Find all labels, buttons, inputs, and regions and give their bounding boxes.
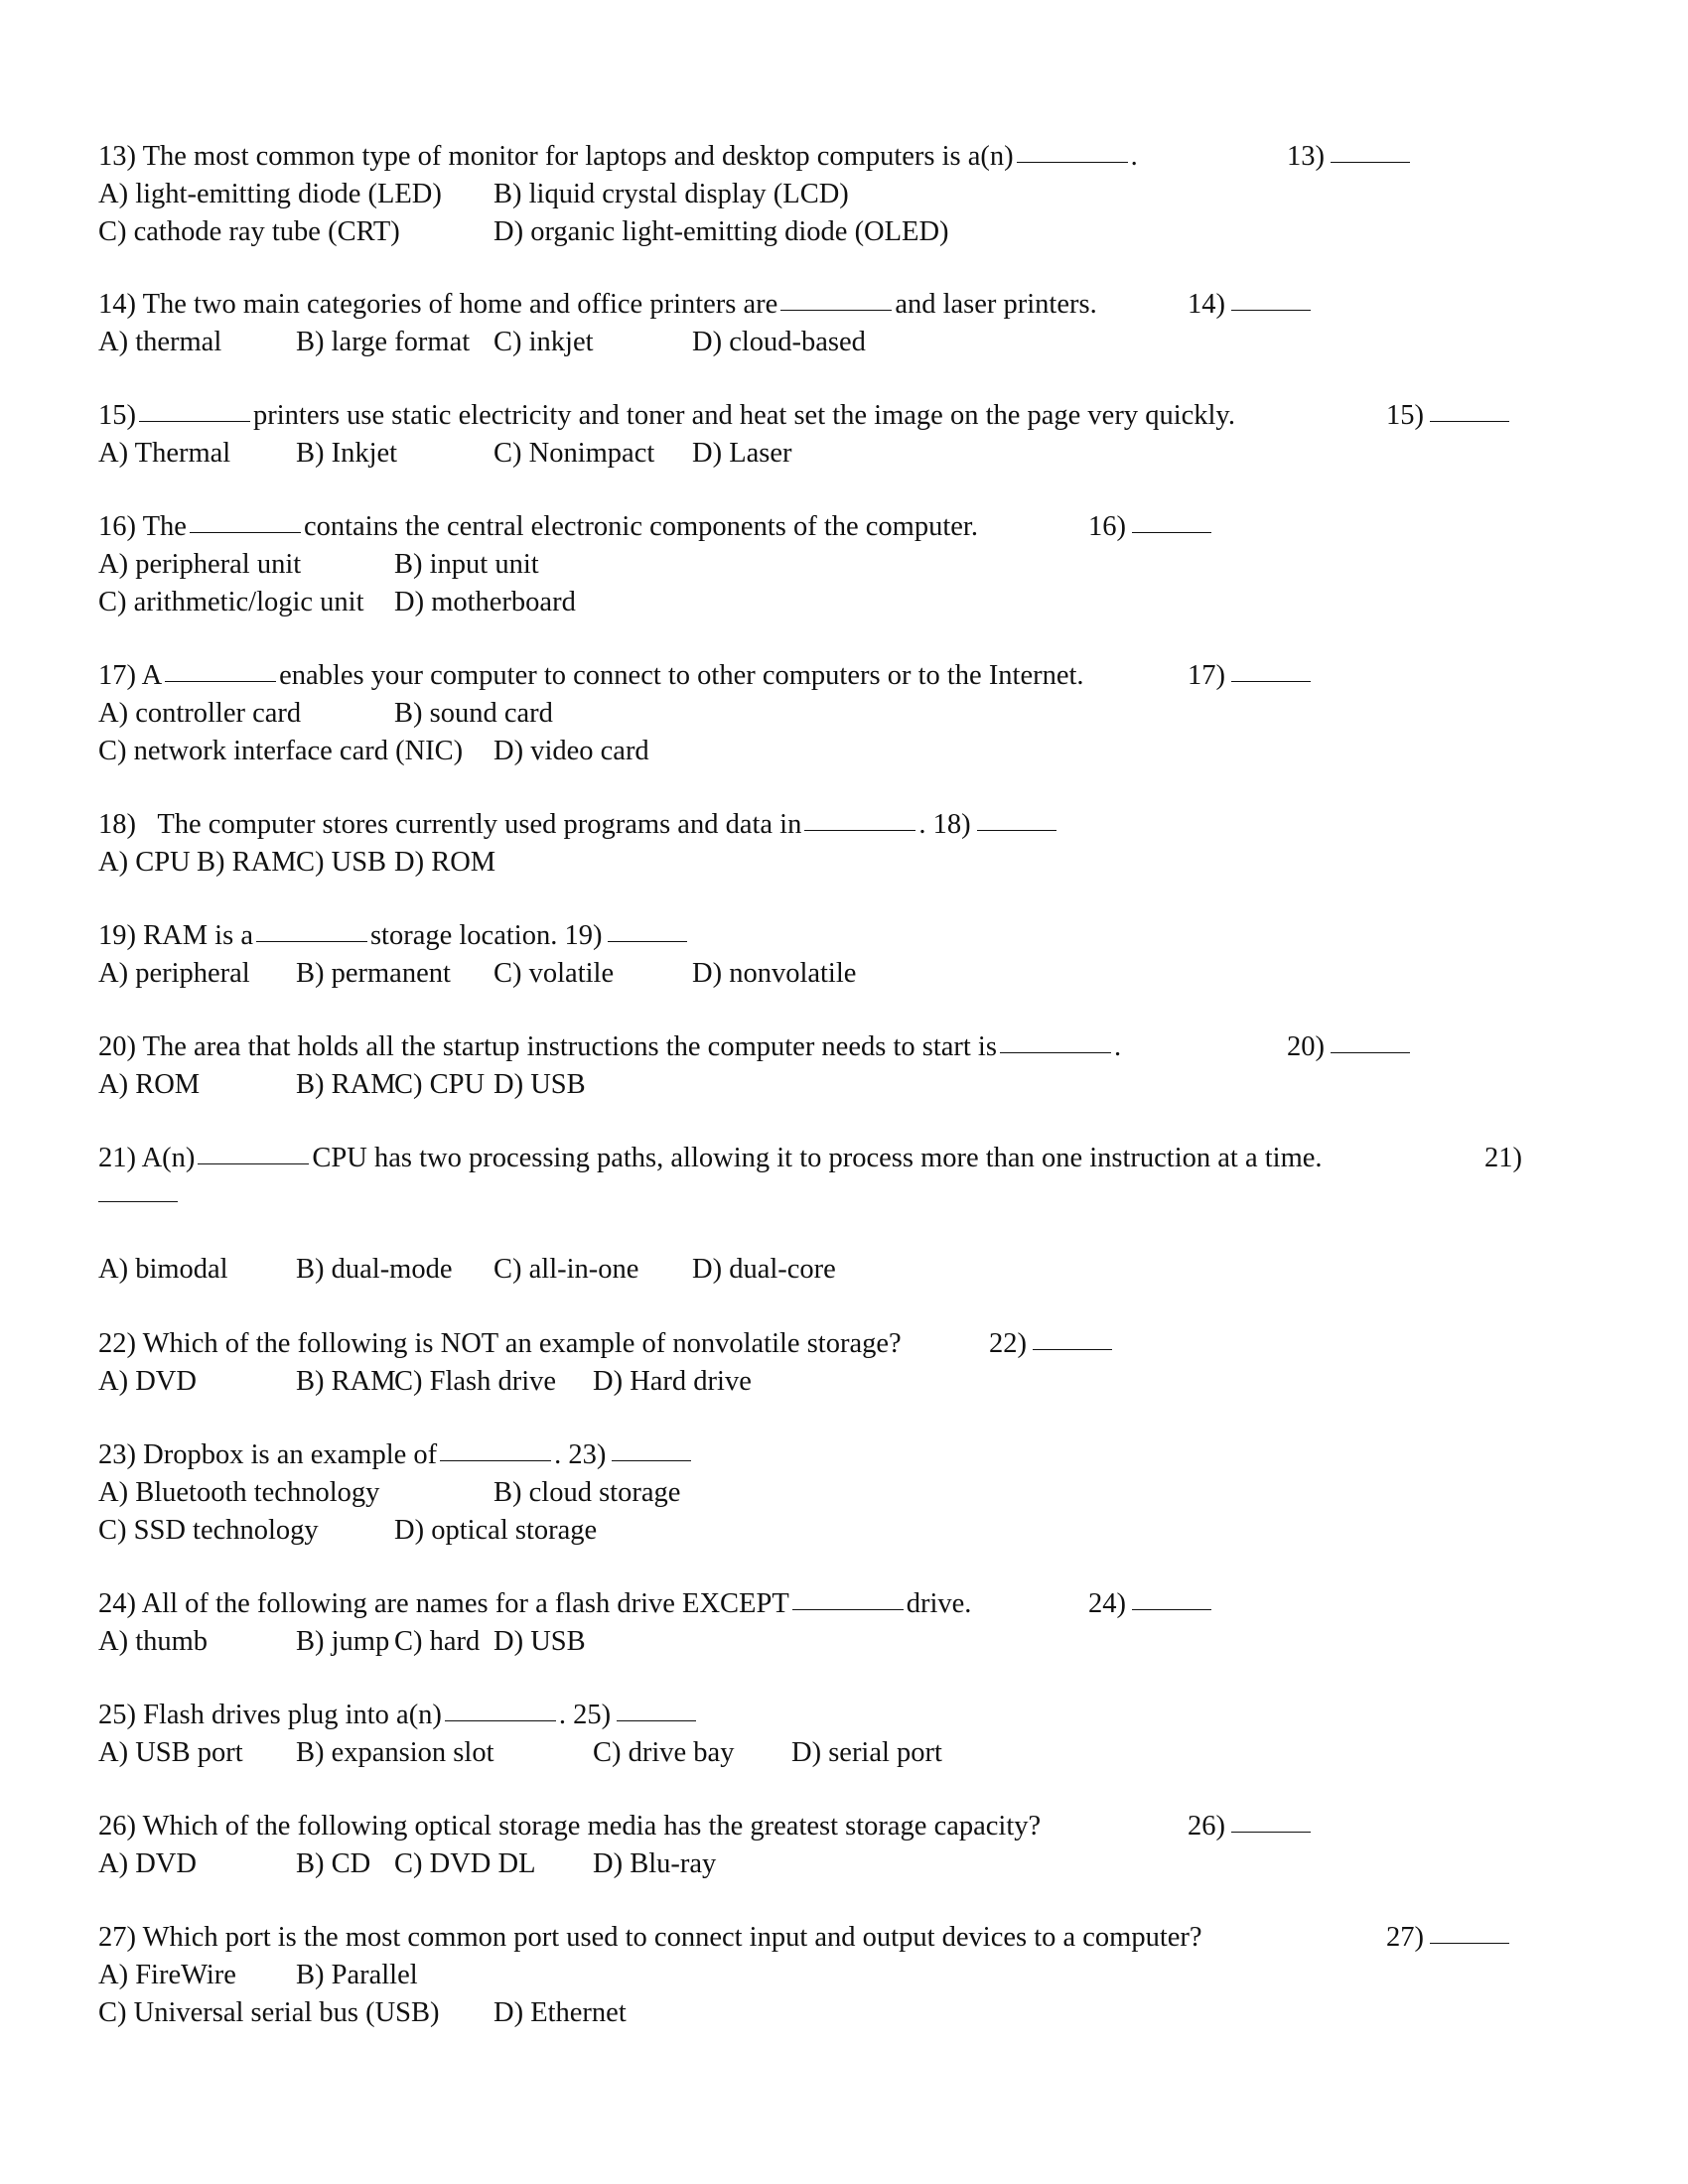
option-d: D) Hard drive (593, 1366, 752, 1397)
question-text: The most common type of monitor for laptops and desktop computers is a(n) (142, 141, 1014, 172)
option-d: D) Laser (692, 438, 792, 469)
question-number: 22) (98, 1328, 136, 1359)
question-21-stem (98, 1140, 1323, 1177)
option-a: A) DVD (98, 1366, 197, 1397)
option-b: B) input unit (394, 549, 539, 580)
fill-in-blank (198, 1162, 309, 1164)
question-number: 14) (98, 289, 136, 320)
question-number: 25) (98, 1700, 136, 1730)
option-d: D) cloud-based (692, 327, 866, 357)
answer-label: 25) (573, 1700, 612, 1730)
answer-slot-21 (98, 1177, 178, 1215)
fill-in-blank (780, 309, 892, 311)
answer-label-21: 21) (1484, 1143, 1522, 1173)
option-d: D) dual-core (692, 1254, 836, 1285)
answer-blank (1331, 1051, 1410, 1053)
question-text-end: . (1113, 1031, 1122, 1062)
option-d: D) Ethernet (493, 1997, 627, 2028)
answer-label: 15) (1386, 400, 1424, 431)
question-text: A (141, 660, 163, 691)
option-a: A) Bluetooth technology (98, 1477, 380, 1508)
answer-slot-27 (1386, 1919, 1509, 1957)
question-text-end: . (554, 1439, 562, 1470)
option-c: C) CPU (394, 1069, 486, 1100)
question-number: 19) (98, 920, 136, 951)
question-23-stem (98, 1436, 691, 1474)
answer-blank (1231, 680, 1311, 682)
answer-slot-20 (1287, 1028, 1410, 1066)
answer-blank (1430, 420, 1509, 422)
answer-blank (1231, 309, 1311, 311)
option-c: C) DVD DL (394, 1848, 536, 1879)
answer-label: 16) (1088, 511, 1126, 542)
option-b: B) sound card (394, 698, 553, 729)
answer-slot-24 (1088, 1585, 1211, 1623)
option-a: A) ROM (98, 1069, 201, 1100)
option-c: C) hard (394, 1626, 481, 1657)
fill-in-blank (792, 1608, 904, 1610)
fill-in-blank (440, 1459, 551, 1461)
question-text-end: storage location. (369, 920, 558, 951)
option-b: B) Inkjet (296, 438, 398, 469)
option-b: B) liquid crystal display (LCD) (493, 179, 849, 209)
option-c: C) Nonimpact (493, 438, 655, 469)
option-c: C) inkjet (493, 327, 594, 357)
question-text: The computer stores currently used programs and data in (157, 809, 802, 840)
option-a: A) FireWire (98, 1960, 236, 1990)
option-d: D) nonvolatile (692, 958, 857, 989)
option-b: B) dual-mode (296, 1254, 453, 1285)
answer-label: 22) (989, 1328, 1027, 1359)
option-a: A) peripheral unit (98, 549, 302, 580)
question-text-end: printers use static electricity and toner and heat set the image on the page very quickly. (253, 400, 1235, 431)
question-text: The area that holds all the startup instructions the computer needs to start is (142, 1031, 997, 1062)
option-c: C) all-in-one (493, 1254, 639, 1285)
option-a: A) controller card (98, 698, 302, 729)
answer-label: 24) (1088, 1588, 1126, 1619)
question-text-end: drive. (906, 1588, 972, 1619)
question-text-end: enables your computer to connect to other computers or to the Internet. (279, 660, 1084, 691)
answer-label: 13) (1287, 141, 1325, 172)
question-18-stem (98, 806, 1056, 844)
question-text: Flash drives plug into a(n) (143, 1700, 442, 1730)
answer-blank (608, 940, 687, 942)
question-number: 27) (98, 1922, 136, 1953)
option-b: B) permanent (296, 958, 451, 989)
fill-in-blank (165, 680, 276, 682)
answer-slot-13 (1287, 138, 1410, 176)
question-text: A(n) (141, 1143, 196, 1173)
question-17-stem (98, 657, 1084, 695)
fill-in-blank (1000, 1051, 1111, 1053)
option-c: C) SSD technology (98, 1515, 319, 1546)
answer-label: 19) (564, 920, 603, 951)
option-d: D) Blu-ray (593, 1848, 717, 1879)
option-c: C) drive bay (593, 1737, 735, 1768)
option-a: A) bimodal (98, 1254, 228, 1285)
option-b: B) Parallel (296, 1960, 418, 1990)
answer-slot-22 (989, 1325, 1112, 1363)
answer-blank (977, 829, 1056, 831)
question-14-stem (98, 286, 1097, 324)
option-b: B) RAM (296, 1366, 396, 1397)
fill-in-blank (256, 940, 367, 942)
question-number: 21) (98, 1143, 136, 1173)
question-15-stem (98, 397, 1235, 435)
answer-label: 20) (1287, 1031, 1325, 1062)
option-d: D) video card (493, 736, 649, 766)
question-27-stem (98, 1919, 1202, 1957)
question-text: Which of the following is NOT an example of nonvolatile storage? (142, 1328, 902, 1359)
option-a: A) thermal (98, 327, 222, 357)
option-b: B) expansion slot (296, 1737, 494, 1768)
question-number: 20) (98, 1031, 136, 1062)
answer-blank (1132, 531, 1211, 533)
option-d: D) organic light-emitting diode (OLED) (493, 216, 949, 247)
fill-in-blank (190, 531, 301, 533)
option-d: D) serial port (791, 1737, 942, 1768)
question-text: Dropbox is an example of (143, 1439, 438, 1470)
question-number: 24) (98, 1588, 136, 1619)
question-text-end: CPU has two processing paths, allowing it to process more than one instruction at a time. (312, 1143, 1323, 1173)
question-19-stem (98, 917, 687, 955)
option-c: C) Universal serial bus (USB) (98, 1997, 440, 2028)
question-text-end: . (1130, 141, 1138, 172)
option-a: A) peripheral (98, 958, 250, 989)
answer-blank (617, 1719, 696, 1721)
question-text: RAM is a (143, 920, 253, 951)
option-b: B) jump (296, 1626, 390, 1657)
fill-in-blank (139, 420, 250, 422)
answer-blank (1331, 161, 1410, 163)
question-20-stem (98, 1028, 1121, 1066)
question-16-stem (98, 508, 978, 546)
answer-blank (612, 1459, 691, 1461)
option-a: A) light-emitting diode (LED) (98, 179, 442, 209)
question-13-stem (98, 138, 1138, 176)
question-22-stem (98, 1325, 902, 1363)
question-number: 16) (98, 511, 136, 542)
answer-blank (1132, 1608, 1211, 1610)
answer-label: 18) (932, 809, 971, 840)
option-a: A) Thermal (98, 438, 231, 469)
question-text: The (142, 511, 187, 542)
question-text-end: and laser printers. (895, 289, 1097, 320)
question-24-stem (98, 1585, 971, 1623)
option-c: C) network interface card (NIC) (98, 736, 464, 766)
answer-slot-26 (1188, 1808, 1311, 1845)
option-d: D) motherboard (394, 587, 576, 617)
option-c: C) cathode ray tube (CRT) (98, 216, 400, 247)
question-text: All of the following are names for a flash drive EXCEPT (141, 1588, 789, 1619)
question-text-end: contains the central electronic components of the computer. (303, 511, 978, 542)
question-number: 17) (98, 660, 136, 691)
answer-blank (98, 1200, 178, 1202)
question-text: Which of the following optical storage media has the greatest storage capacity? (142, 1811, 1042, 1842)
fill-in-blank (1017, 161, 1128, 163)
option-b: B) large format (296, 327, 471, 357)
option-d: D) ROM (394, 847, 496, 878)
fill-in-blank (445, 1719, 556, 1721)
question-number: 26) (98, 1811, 136, 1842)
option-c: C) volatile (493, 958, 615, 989)
option-d: D) USB (493, 1069, 586, 1100)
answer-slot-16 (1088, 508, 1211, 546)
answer-label: 23) (568, 1439, 607, 1470)
question-number: 23) (98, 1439, 136, 1470)
option-a: A) DVD (98, 1848, 197, 1879)
answer-blank (1231, 1831, 1311, 1833)
question-text-end: . (918, 809, 926, 840)
answer-slot-14 (1188, 286, 1311, 324)
option-a: A) thumb (98, 1626, 209, 1657)
answer-slot-15 (1386, 397, 1509, 435)
answer-label: 17) (1188, 660, 1225, 691)
answer-label: 27) (1386, 1922, 1424, 1953)
option-c: C) USB (296, 847, 387, 878)
question-text-end: . (558, 1700, 567, 1730)
option-c: C) arithmetic/logic unit (98, 587, 364, 617)
option-c: C) Flash drive (394, 1366, 557, 1397)
question-text: Which port is the most common port used to connect input and output devices to a computer? (142, 1922, 1202, 1953)
option-b: B) RAM (296, 1069, 396, 1100)
question-number: 15) (98, 400, 136, 431)
question-26-stem (98, 1808, 1041, 1845)
option-b: B) cloud storage (493, 1477, 681, 1508)
question-text: The two main categories of home and office printers are (142, 289, 778, 320)
question-number: 13) (98, 141, 136, 172)
option-d: D) USB (493, 1626, 586, 1657)
option-b: B) CD (296, 1848, 371, 1879)
option-a: A) CPU (98, 847, 191, 878)
option-a: A) USB port (98, 1737, 243, 1768)
answer-slot-17 (1188, 657, 1311, 695)
fill-in-blank (804, 829, 915, 831)
option-d: D) optical storage (394, 1515, 598, 1546)
question-25-stem (98, 1697, 696, 1734)
answer-blank (1033, 1348, 1112, 1350)
answer-blank (1430, 1942, 1509, 1944)
answer-label: 14) (1188, 289, 1225, 320)
option-b: B) RAM (197, 847, 297, 878)
answer-label: 26) (1188, 1811, 1225, 1842)
question-number: 18) (98, 809, 136, 840)
